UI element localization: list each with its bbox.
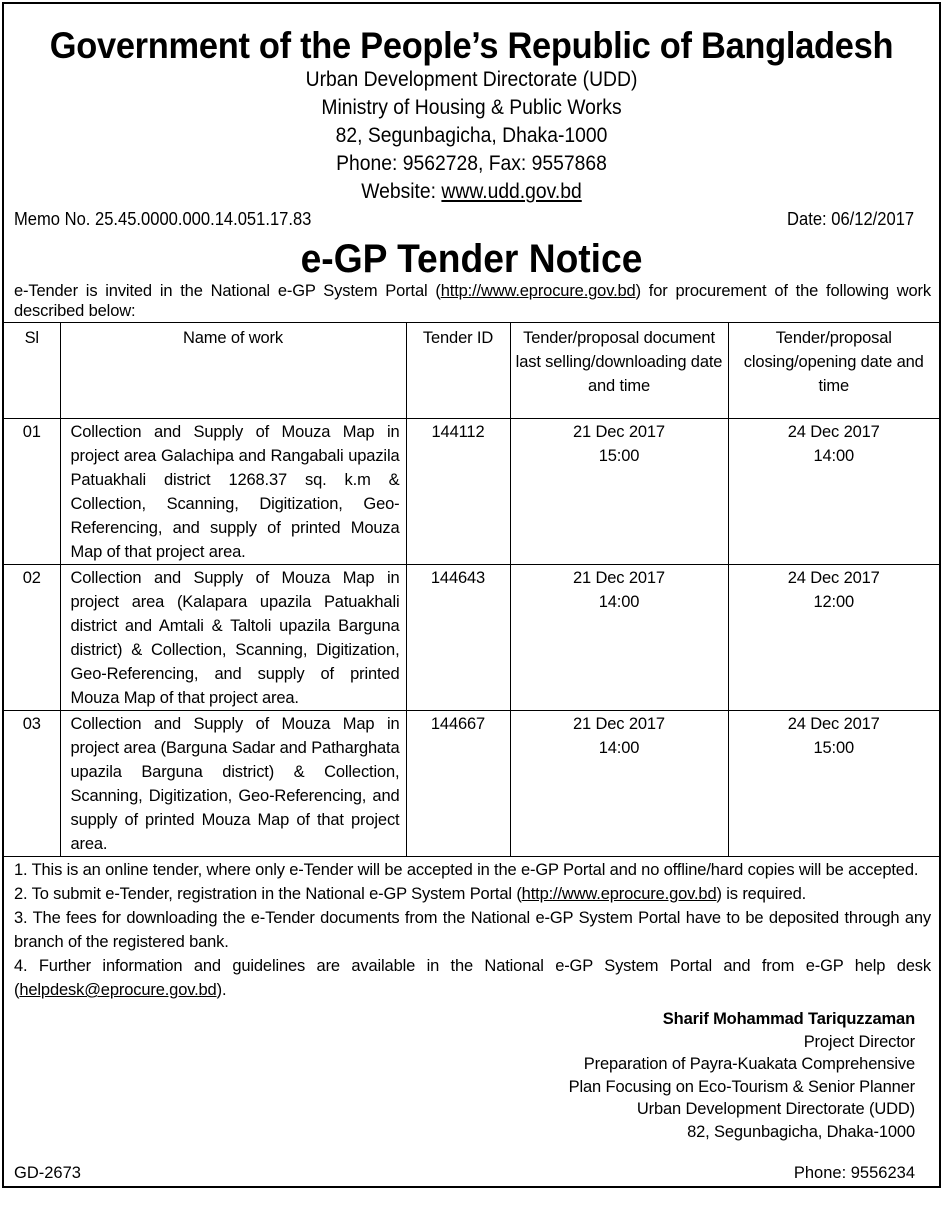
selling-date: 21 Dec 2017 xyxy=(573,423,665,441)
selling-time: 14:00 xyxy=(598,739,640,757)
row-tender-id: 144112 xyxy=(406,419,510,565)
row-sl: 03 xyxy=(4,711,60,857)
signatory-project-line-1: Preparation of Payra-Kuakata Comprehensive xyxy=(583,1055,915,1073)
table-row xyxy=(4,419,939,565)
closing-time: 14:00 xyxy=(813,447,855,465)
intro-text-before: e-Tender is invited in the National e-GP System Portal ( xyxy=(14,282,441,300)
tender-notice-page xyxy=(2,2,941,1188)
selling-date: 21 Dec 2017 xyxy=(573,715,665,733)
header-name-of-work: Name of work xyxy=(60,323,406,419)
header-tender-id: Tender ID xyxy=(406,323,510,419)
header-closing-date: Tender/proposal closing/opening date and time xyxy=(728,323,939,419)
notes-section xyxy=(4,857,939,1002)
row-name-of-work: Collection and Supply of Mouza Map in project area (Kalapara upazila Patuakhali district and Amtali & Taltoli upazila Barguna district) & Collection, Scanning, Digitization, Geo-Referencing, and supply of printed Mouza Map of that project area. xyxy=(60,565,406,711)
signatory-phone: Phone: 9556234 xyxy=(793,1164,915,1182)
row-selling xyxy=(510,419,728,565)
intro-text-after: ) for procurement of the following work described below: xyxy=(14,282,931,320)
note-4 xyxy=(14,954,931,1002)
helpdesk-email-link[interactable]: helpdesk@eprocure.gov.bd xyxy=(19,981,217,999)
selling-date: 21 Dec 2017 xyxy=(573,569,665,587)
signatory-name: Sharif Mohammad Tariquzzaman xyxy=(662,1010,915,1028)
note-2 xyxy=(14,882,931,906)
note-1: 1. This is an online tender, where only e-Tender will be accepted in the e-GP Portal and no offline/hard copies will be accepted. xyxy=(14,861,919,879)
table-row xyxy=(4,711,939,857)
signatory-office: Urban Development Directorate (UDD) xyxy=(636,1100,915,1118)
closing-time: 15:00 xyxy=(813,739,855,757)
note-2-before: 2. To submit e-Tender, registration in the National e-GP System Portal ( xyxy=(14,885,522,903)
signature-block xyxy=(4,1008,939,1143)
selling-time: 15:00 xyxy=(598,447,640,465)
letterhead xyxy=(4,26,939,206)
website-link[interactable]: www.udd.gov.bd xyxy=(441,180,582,203)
government-title: Government of the People’s Republic of Bangladesh xyxy=(49,25,894,66)
row-closing xyxy=(728,565,939,711)
header-selling-date: Tender/proposal document last selling/downloading date and time xyxy=(510,323,728,419)
table-row xyxy=(4,565,939,711)
row-sl: 01 xyxy=(4,419,60,565)
note-4-after: ). xyxy=(216,981,227,999)
notice-title: e-GP Tender Notice xyxy=(300,237,643,281)
directorate-line: Urban Development Directorate (UDD) xyxy=(305,68,638,91)
row-selling xyxy=(510,565,728,711)
website-label: Website: xyxy=(361,180,442,203)
row-name-of-work: Collection and Supply of Mouza Map in project area (Barguna Sadar and Patharghata upazila Barguna district) & Collection, Scanning, Digitization, Geo-Referencing, and supply of printed Mouza Map of that project area. xyxy=(60,711,406,857)
row-closing xyxy=(728,419,939,565)
website-line xyxy=(41,178,901,206)
address-line: 82, Segunbagicha, Dhaka-1000 xyxy=(335,124,608,147)
memo-date: Date: 06/12/2017 xyxy=(786,209,914,229)
row-closing xyxy=(728,711,939,857)
note-2-link[interactable]: http://www.eprocure.gov.bd xyxy=(521,885,717,903)
phone-fax-line: Phone: 9562728, Fax: 9557868 xyxy=(336,152,607,175)
tender-table xyxy=(4,322,939,857)
row-tender-id: 144643 xyxy=(406,565,510,711)
signatory-title: Project Director xyxy=(803,1032,915,1051)
selling-time: 14:00 xyxy=(598,593,640,611)
table-header-row xyxy=(4,323,939,419)
ministry-line: Ministry of Housing & Public Works xyxy=(321,96,622,119)
eprocure-link[interactable]: http://www.eprocure.gov.bd xyxy=(440,282,636,300)
closing-date: 24 Dec 2017 xyxy=(787,423,880,441)
row-selling xyxy=(510,711,728,857)
intro-paragraph xyxy=(4,280,939,321)
row-name-of-work: Collection and Supply of Mouza Map in project area Galachipa and Rangabali upazila Patuakhali district 1268.37 sq. k.m & Collection, Scanning, Digitization, Geo-Referencing, and supply of printed Mouza Map of that project area. xyxy=(60,419,406,565)
closing-date: 24 Dec 2017 xyxy=(787,569,880,587)
signatory-project-line-2: Plan Focusing on Eco-Tourism & Senior Planner xyxy=(568,1077,915,1096)
note-3: 3. The fees for downloading the e-Tender documents from the National e-GP System Portal have to be deposited through any branch of the registered bank. xyxy=(14,909,931,951)
memo-number: Memo No. 25.45.0000.000.14.051.17.83 xyxy=(14,209,312,229)
closing-time: 12:00 xyxy=(813,593,855,611)
row-sl: 02 xyxy=(4,565,60,711)
note-4-before: 4. Further information and guidelines are available in the National e-GP System Portal and from e-GP help desk ( xyxy=(14,957,931,999)
header-sl: Sl xyxy=(4,323,60,419)
memo-row xyxy=(4,206,939,232)
signatory-address: 82, Segunbagicha, Dhaka-1000 xyxy=(687,1122,915,1141)
note-2-after: ) is required. xyxy=(716,885,807,903)
footer-code: GD-2673 xyxy=(14,1164,81,1182)
row-tender-id: 144667 xyxy=(406,711,510,857)
closing-date: 24 Dec 2017 xyxy=(787,715,880,733)
